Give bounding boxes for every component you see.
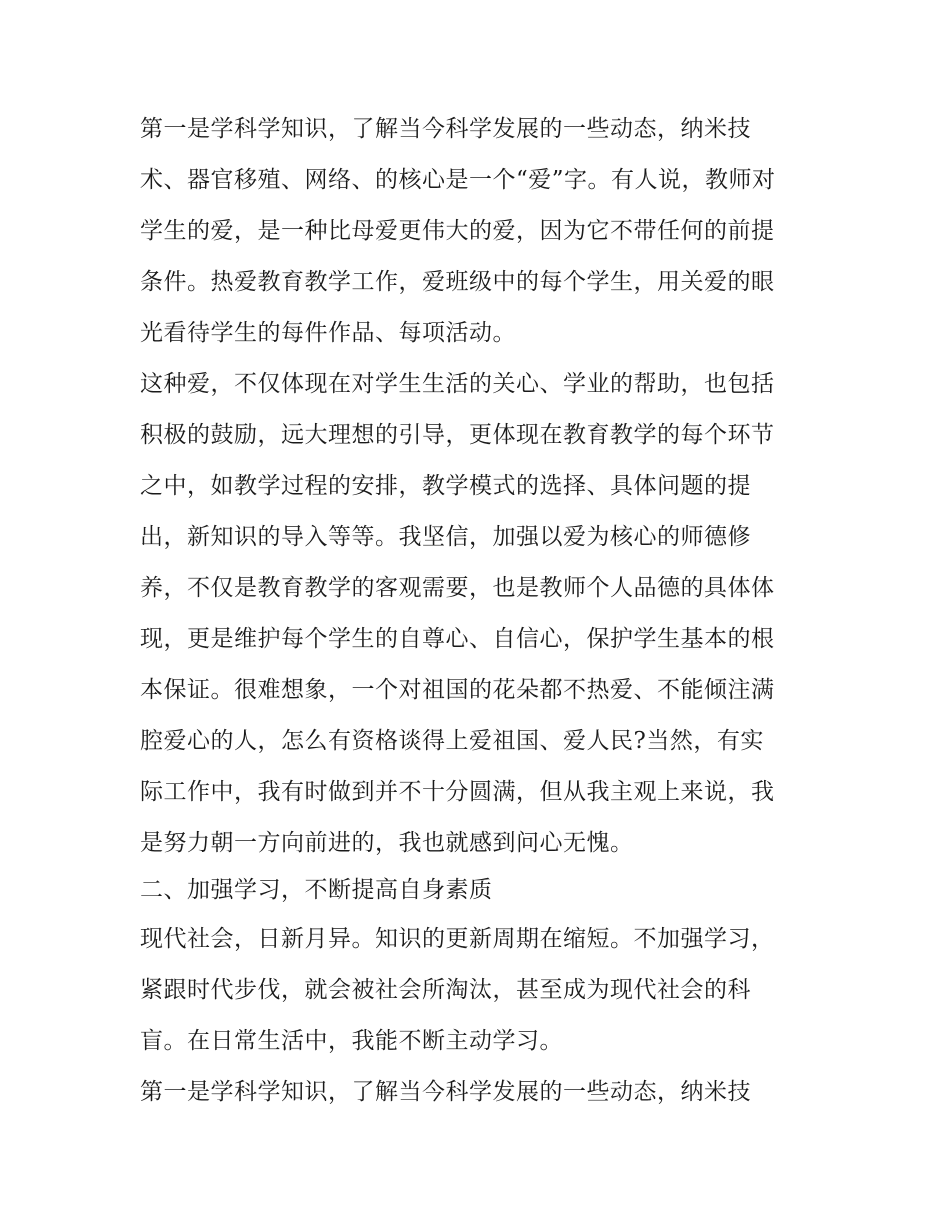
- section-heading: 二、加强学习，不断提高自身素质: [140, 877, 493, 903]
- text-line: 出，新知识的导入等等。我坚信，加强以爱为核心的师德修: [140, 524, 751, 550]
- text-line: 现代社会，日新月异。知识的更新周期在缩短。不加强学习，: [140, 926, 775, 952]
- text-line: 这种爱，不仅体现在对学生生活的关心、学业的帮助，也包括: [140, 371, 775, 397]
- text-line: 光看待学生的每件作品、每项活动。: [140, 320, 516, 346]
- text-line: 第一是学科学知识，了解当今科学发展的一些动态，纳米技: [140, 1079, 751, 1105]
- text-line: 际工作中，我有时做到并不十分圆满，但从我主观上来说，我: [140, 779, 775, 805]
- text-line: 是努力朝一方向前进的，我也就感到问心无愧。: [140, 830, 634, 856]
- text-line: 盲。在日常生活中，我能不断主动学习。: [140, 1028, 563, 1054]
- text-line: 腔爱心的人，怎么有资格谈得上爱祖国、爱人民?当然，有实: [140, 728, 764, 754]
- text-line: 第一是学科学知识，了解当今科学发展的一些动态，纳米技: [140, 116, 751, 142]
- text-line: 本保证。很难想象，一个对祖国的花朵都不热爱、不能倾注满: [140, 677, 775, 703]
- text-line: 之中，如教学过程的安排，教学模式的选择、具体问题的提: [140, 473, 751, 499]
- text-line: 积极的鼓励，远大理想的引导，更体现在教育教学的每个环节: [140, 422, 775, 448]
- text-line: 紧跟时代步伐，就会被社会所淘汰，甚至成为现代社会的科: [140, 977, 751, 1003]
- text-line: 学生的爱，是一种比母爱更伟大的爱，因为它不带任何的前提: [140, 218, 775, 244]
- text-line: 现，更是维护每个学生的自尊心、自信心，保护学生基本的根: [140, 626, 775, 652]
- text-line: 条件。热爱教育教学工作，爱班级中的每个学生，用关爱的眼: [140, 269, 775, 295]
- text-line: 养，不仅是教育教学的客观需要，也是教师个人品德的具体体: [140, 575, 775, 601]
- text-line: 术、器官移殖、网络、的核心是一个“爱”字。有人说，教师对: [140, 167, 776, 193]
